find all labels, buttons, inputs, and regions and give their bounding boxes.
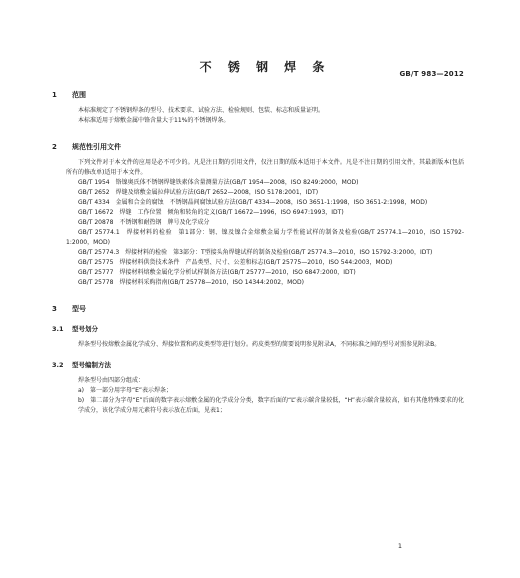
section-1-heading [52,90,464,100]
subsection-3-2-heading [52,360,464,370]
section-number: 2 [52,143,57,151]
document-page [0,58,520,578]
reference-entry: GB/T 1954 铬镍奥氏体不锈钢焊缝铁素体含量测量方法(GB/T 1954—2008，ISO 8249:2000，MOD) [78,179,359,186]
reference-entry: GB/T 25778 焊接材料采购指南(GB/T 25778—2010，ISO 14344:2002，MOD) [78,279,304,286]
subsection-title: 型号划分 [72,325,98,333]
paragraph: 焊条型号由四部分组成： [78,377,145,384]
document-title: 不 锈 钢 焊 条 [199,60,331,74]
section-3-heading [52,304,464,314]
paragraph: 下列文件对于本文件的应用是必不可少的。凡是注日期的引用文件，仅注日期的版本适用于本文件。凡是不注日期的引用文件，其最新版本(包括所有的修改单)适用于本文件。 [66,159,464,176]
paragraph: 本标准规定了不锈钢焊条的型号、技术要求、试验方法、检验规则、包装、标志和质量证明。 [78,107,325,114]
subsection-3-1-heading [52,324,464,334]
subsection-number: 3.1 [52,325,64,333]
normative-references [66,158,464,288]
section-title: 规范性引用文件 [72,143,121,151]
section-number: 3 [52,305,57,313]
reference-entry: GB/T 25774.1 焊接材料的检验 第1部分：钢、镍及镍合金熔敷金属力学性能试样的制备及检验(GB/T 25774.1—2010，ISO 15792-1:2000，MOD) [66,229,464,246]
section-title: 范围 [72,91,86,99]
reference-entry: GB/T 25774.3 焊接材料的检验 第3部分：T型接头角焊缝试样的制备及检验(GB/T 25774.3—2010，ISO 15792-3:2000，IDT) [78,249,433,256]
subsection-number: 3.2 [52,361,64,369]
standard-code: GB/T 983—2012 [399,70,464,78]
reference-entry: GB/T 4334 金属和合金的腐蚀 不锈钢晶间腐蚀试验方法(GB/T 4334—2008，ISO 3651-1:1998，ISO 3651-2:1998，MOD) [78,199,428,206]
paragraph: 焊条型号按熔敷金属化学成分、焊接位置和药皮类型等进行划分。药皮类型的简要说明参见附录A，不同标准之间的型号对照参见附录B。 [78,341,441,348]
section-2-heading [52,142,464,152]
reference-entry: GB/T 20878 不锈钢和耐热钢 牌号及化学成分 [78,219,210,226]
list-item: a) 第一部分用字母“E”表示焊条； [78,387,173,394]
list-item: b) 第二部分为字母“E”后面的数字表示熔敷金属的化学成分分类，数字后面的“L”表示碳含量较低，“H”表示碳含量较高，如有其他特殊要求的化学成分，该化学成分用元素符号表示放在后面，见表1； [78,397,464,414]
section-title: 型号 [72,305,86,313]
subsection-title: 型号编制方法 [72,361,111,369]
reference-entry: GB/T 25775 焊接材料供货技术条件 产品类型、尺寸、公差和标志(GB/T 25775—2010，ISO 544:2003，MOD) [78,259,393,266]
reference-entry: GB/T 2652 焊缝及熔敷金属拉伸试验方法(GB/T 2652—2008，ISO 5178:2001，IDT) [78,189,319,196]
reference-entry: GB/T 25777 焊接材料熔敷金属化学分析试样制备方法(GB/T 25777—2010，ISO 6847:2000，IDT) [78,269,356,276]
reference-entry: GB/T 16672 焊缝 工作位置 倾角和转角的定义(GB/T 16672—1996，ISO 6947:1993，IDT) [78,209,344,216]
section-number: 1 [52,91,57,99]
page-number: 1 [397,542,402,550]
paragraph: 本标准适用于熔敷金属中铬含量大于11%的不锈钢焊条。 [78,117,230,124]
